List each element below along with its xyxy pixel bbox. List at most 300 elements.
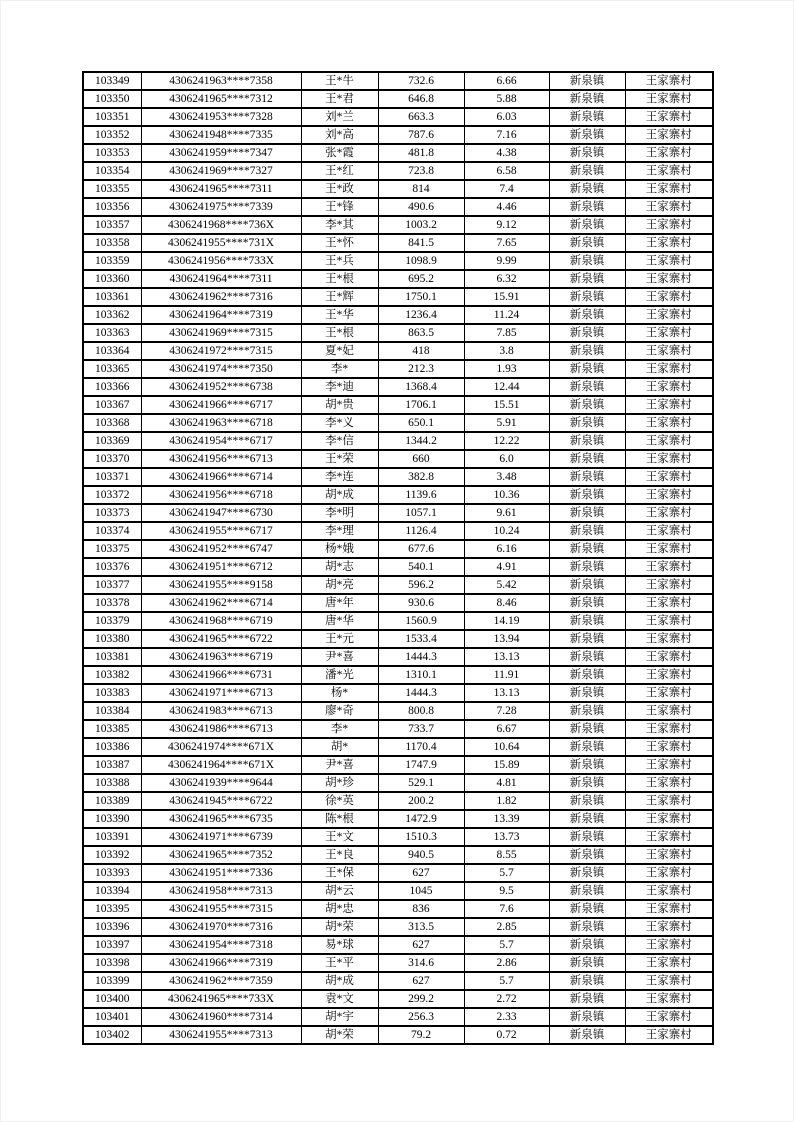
cell-town: 新泉镇 xyxy=(549,342,625,360)
cell-id-number: 4306241953****7328 xyxy=(141,108,301,126)
cell-village: 王家寨村 xyxy=(625,72,713,90)
table-row xyxy=(83,126,713,144)
table-row xyxy=(83,972,713,990)
cell-id-number: 4306241964****7311 xyxy=(141,270,301,288)
cell-amount: 627 xyxy=(378,936,464,954)
cell-village: 王家寨村 xyxy=(625,954,713,972)
cell-amount: 540.1 xyxy=(378,558,464,576)
cell-serial: 103402 xyxy=(83,1026,141,1044)
cell-id-number: 4306241969****7327 xyxy=(141,162,301,180)
cell-serial: 103391 xyxy=(83,828,141,846)
cell-village: 王家寨村 xyxy=(625,666,713,684)
cell-secondary-amount: 1.93 xyxy=(464,360,549,378)
cell-serial: 103369 xyxy=(83,432,141,450)
cell-id-number: 4306241939****9644 xyxy=(141,774,301,792)
cell-village: 王家寨村 xyxy=(625,234,713,252)
cell-amount: 1747.9 xyxy=(378,756,464,774)
cell-secondary-amount: 7.65 xyxy=(464,234,549,252)
cell-town: 新泉镇 xyxy=(549,486,625,504)
cell-id-number: 4306241971****6739 xyxy=(141,828,301,846)
cell-secondary-amount: 2.72 xyxy=(464,990,549,1008)
table-row xyxy=(83,576,713,594)
cell-person-name: 王*元 xyxy=(301,630,378,648)
cell-amount: 723.8 xyxy=(378,162,464,180)
cell-serial: 103387 xyxy=(83,756,141,774)
cell-town: 新泉镇 xyxy=(549,720,625,738)
cell-village: 王家寨村 xyxy=(625,540,713,558)
table-row xyxy=(83,864,713,882)
cell-town: 新泉镇 xyxy=(549,468,625,486)
cell-id-number: 4306241951****6712 xyxy=(141,558,301,576)
cell-village: 王家寨村 xyxy=(625,324,713,342)
cell-amount: 660 xyxy=(378,450,464,468)
cell-person-name: 王*政 xyxy=(301,180,378,198)
cell-serial: 103381 xyxy=(83,648,141,666)
cell-serial: 103400 xyxy=(83,990,141,1008)
cell-person-name: 王*华 xyxy=(301,306,378,324)
cell-town: 新泉镇 xyxy=(549,792,625,810)
table-row xyxy=(83,558,713,576)
cell-village: 王家寨村 xyxy=(625,774,713,792)
cell-id-number: 4306241962****7359 xyxy=(141,972,301,990)
table-row xyxy=(83,450,713,468)
table-row xyxy=(83,828,713,846)
table-row xyxy=(83,666,713,684)
cell-person-name: 胡*贵 xyxy=(301,396,378,414)
cell-id-number: 4306241952****6738 xyxy=(141,378,301,396)
cell-id-number: 4306241956****6713 xyxy=(141,450,301,468)
cell-secondary-amount: 15.89 xyxy=(464,756,549,774)
cell-amount: 529.1 xyxy=(378,774,464,792)
cell-person-name: 李*连 xyxy=(301,468,378,486)
cell-amount: 200.2 xyxy=(378,792,464,810)
cell-village: 王家寨村 xyxy=(625,252,713,270)
cell-village: 王家寨村 xyxy=(625,108,713,126)
cell-village: 王家寨村 xyxy=(625,198,713,216)
cell-serial: 103368 xyxy=(83,414,141,432)
cell-serial: 103398 xyxy=(83,954,141,972)
cell-town: 新泉镇 xyxy=(549,540,625,558)
cell-secondary-amount: 13.13 xyxy=(464,684,549,702)
cell-secondary-amount: 9.99 xyxy=(464,252,549,270)
table-row xyxy=(83,882,713,900)
cell-person-name: 胡*珍 xyxy=(301,774,378,792)
cell-town: 新泉镇 xyxy=(549,108,625,126)
cell-serial: 103388 xyxy=(83,774,141,792)
table-row xyxy=(83,774,713,792)
cell-amount: 1098.9 xyxy=(378,252,464,270)
table-row xyxy=(83,180,713,198)
cell-village: 王家寨村 xyxy=(625,1026,713,1044)
cell-secondary-amount: 5.7 xyxy=(464,972,549,990)
cell-id-number: 4306241955****9158 xyxy=(141,576,301,594)
table-row xyxy=(83,216,713,234)
cell-id-number: 4306241963****6719 xyxy=(141,648,301,666)
cell-person-name: 杨*娥 xyxy=(301,540,378,558)
cell-amount: 836 xyxy=(378,900,464,918)
cell-secondary-amount: 7.6 xyxy=(464,900,549,918)
cell-serial: 103376 xyxy=(83,558,141,576)
table-row xyxy=(83,522,713,540)
cell-id-number: 4306241965****6722 xyxy=(141,630,301,648)
cell-serial: 103382 xyxy=(83,666,141,684)
cell-person-name: 尹*喜 xyxy=(301,648,378,666)
cell-serial: 103375 xyxy=(83,540,141,558)
cell-person-name: 潘*光 xyxy=(301,666,378,684)
cell-id-number: 4306241986****6713 xyxy=(141,720,301,738)
cell-amount: 1057.1 xyxy=(378,504,464,522)
cell-secondary-amount: 5.91 xyxy=(464,414,549,432)
cell-secondary-amount: 6.32 xyxy=(464,270,549,288)
cell-secondary-amount: 15.51 xyxy=(464,396,549,414)
cell-serial: 103365 xyxy=(83,360,141,378)
cell-village: 王家寨村 xyxy=(625,558,713,576)
cell-person-name: 王*根 xyxy=(301,324,378,342)
cell-person-name: 王*良 xyxy=(301,846,378,864)
cell-person-name: 唐*年 xyxy=(301,594,378,612)
cell-village: 王家寨村 xyxy=(625,288,713,306)
cell-town: 新泉镇 xyxy=(549,630,625,648)
cell-person-name: 唐*华 xyxy=(301,612,378,630)
cell-person-name: 张*霞 xyxy=(301,144,378,162)
cell-serial: 103355 xyxy=(83,180,141,198)
cell-secondary-amount: 2.85 xyxy=(464,918,549,936)
cell-secondary-amount: 7.16 xyxy=(464,126,549,144)
cell-serial: 103372 xyxy=(83,486,141,504)
cell-village: 王家寨村 xyxy=(625,936,713,954)
cell-town: 新泉镇 xyxy=(549,846,625,864)
cell-serial: 103390 xyxy=(83,810,141,828)
cell-id-number: 4306241958****7313 xyxy=(141,882,301,900)
cell-person-name: 刘*高 xyxy=(301,126,378,144)
cell-amount: 418 xyxy=(378,342,464,360)
cell-village: 王家寨村 xyxy=(625,756,713,774)
cell-amount: 930.6 xyxy=(378,594,464,612)
table-row xyxy=(83,1008,713,1026)
table-row xyxy=(83,144,713,162)
cell-amount: 1444.3 xyxy=(378,684,464,702)
cell-amount: 1472.9 xyxy=(378,810,464,828)
table-row xyxy=(83,630,713,648)
cell-town: 新泉镇 xyxy=(549,684,625,702)
cell-village: 王家寨村 xyxy=(625,90,713,108)
cell-secondary-amount: 13.94 xyxy=(464,630,549,648)
table-row xyxy=(83,900,713,918)
cell-village: 王家寨村 xyxy=(625,306,713,324)
cell-serial: 103399 xyxy=(83,972,141,990)
cell-serial: 103361 xyxy=(83,288,141,306)
cell-person-name: 李*理 xyxy=(301,522,378,540)
cell-amount: 313.5 xyxy=(378,918,464,936)
cell-id-number: 4306241954****7318 xyxy=(141,936,301,954)
cell-town: 新泉镇 xyxy=(549,360,625,378)
cell-id-number: 4306241971****6713 xyxy=(141,684,301,702)
table-row xyxy=(83,648,713,666)
cell-id-number: 4306241968****736X xyxy=(141,216,301,234)
cell-secondary-amount: 4.46 xyxy=(464,198,549,216)
table-row xyxy=(83,396,713,414)
cell-id-number: 4306241974****7350 xyxy=(141,360,301,378)
table-row xyxy=(83,810,713,828)
cell-id-number: 4306241951****7336 xyxy=(141,864,301,882)
cell-village: 王家寨村 xyxy=(625,522,713,540)
table-row xyxy=(83,540,713,558)
cell-serial: 103351 xyxy=(83,108,141,126)
cell-amount: 940.5 xyxy=(378,846,464,864)
cell-town: 新泉镇 xyxy=(549,936,625,954)
cell-town: 新泉镇 xyxy=(549,288,625,306)
cell-village: 王家寨村 xyxy=(625,612,713,630)
cell-amount: 627 xyxy=(378,972,464,990)
cell-id-number: 4306241968****6719 xyxy=(141,612,301,630)
cell-village: 王家寨村 xyxy=(625,684,713,702)
cell-town: 新泉镇 xyxy=(549,1026,625,1044)
cell-amount: 1236.4 xyxy=(378,306,464,324)
table-row xyxy=(83,702,713,720)
cell-person-name: 尹*喜 xyxy=(301,756,378,774)
cell-village: 王家寨村 xyxy=(625,468,713,486)
cell-serial: 103374 xyxy=(83,522,141,540)
cell-secondary-amount: 7.28 xyxy=(464,702,549,720)
cell-amount: 1510.3 xyxy=(378,828,464,846)
cell-town: 新泉镇 xyxy=(549,270,625,288)
cell-secondary-amount: 1.82 xyxy=(464,792,549,810)
cell-town: 新泉镇 xyxy=(549,648,625,666)
cell-serial: 103367 xyxy=(83,396,141,414)
cell-village: 王家寨村 xyxy=(625,216,713,234)
cell-village: 王家寨村 xyxy=(625,828,713,846)
cell-amount: 1533.4 xyxy=(378,630,464,648)
cell-village: 王家寨村 xyxy=(625,972,713,990)
table-row xyxy=(83,288,713,306)
cell-village: 王家寨村 xyxy=(625,450,713,468)
table-row xyxy=(83,198,713,216)
cell-village: 王家寨村 xyxy=(625,576,713,594)
table-row xyxy=(83,612,713,630)
cell-person-name: 胡*亮 xyxy=(301,576,378,594)
cell-serial: 103364 xyxy=(83,342,141,360)
cell-amount: 841.5 xyxy=(378,234,464,252)
cell-person-name: 廖*奇 xyxy=(301,702,378,720)
cell-secondary-amount: 4.38 xyxy=(464,144,549,162)
cell-person-name: 李*信 xyxy=(301,432,378,450)
cell-town: 新泉镇 xyxy=(549,702,625,720)
cell-person-name: 陈*根 xyxy=(301,810,378,828)
cell-id-number: 4306241962****7316 xyxy=(141,288,301,306)
cell-secondary-amount: 13.39 xyxy=(464,810,549,828)
cell-secondary-amount: 8.55 xyxy=(464,846,549,864)
cell-secondary-amount: 4.91 xyxy=(464,558,549,576)
cell-village: 王家寨村 xyxy=(625,414,713,432)
cell-serial: 103392 xyxy=(83,846,141,864)
cell-serial: 103353 xyxy=(83,144,141,162)
cell-serial: 103373 xyxy=(83,504,141,522)
cell-person-name: 王*荣 xyxy=(301,450,378,468)
cell-secondary-amount: 6.03 xyxy=(464,108,549,126)
table-row xyxy=(83,936,713,954)
cell-amount: 1750.1 xyxy=(378,288,464,306)
cell-secondary-amount: 12.22 xyxy=(464,432,549,450)
cell-serial: 103396 xyxy=(83,918,141,936)
cell-amount: 646.8 xyxy=(378,90,464,108)
cell-secondary-amount: 12.44 xyxy=(464,378,549,396)
cell-id-number: 4306241954****6717 xyxy=(141,432,301,450)
cell-person-name: 徐*英 xyxy=(301,792,378,810)
cell-town: 新泉镇 xyxy=(549,918,625,936)
cell-secondary-amount: 3.48 xyxy=(464,468,549,486)
cell-person-name: 王*兵 xyxy=(301,252,378,270)
cell-town: 新泉镇 xyxy=(549,1008,625,1026)
cell-amount: 299.2 xyxy=(378,990,464,1008)
cell-secondary-amount: 7.85 xyxy=(464,324,549,342)
cell-person-name: 王*怀 xyxy=(301,234,378,252)
cell-id-number: 4306241956****733X xyxy=(141,252,301,270)
cell-secondary-amount: 7.4 xyxy=(464,180,549,198)
cell-amount: 1310.1 xyxy=(378,666,464,684)
cell-person-name: 王*文 xyxy=(301,828,378,846)
cell-secondary-amount: 10.36 xyxy=(464,486,549,504)
cell-serial: 103362 xyxy=(83,306,141,324)
table-row xyxy=(83,378,713,396)
cell-town: 新泉镇 xyxy=(549,558,625,576)
cell-town: 新泉镇 xyxy=(549,378,625,396)
cell-town: 新泉镇 xyxy=(549,306,625,324)
cell-town: 新泉镇 xyxy=(549,828,625,846)
table-row xyxy=(83,234,713,252)
cell-town: 新泉镇 xyxy=(549,90,625,108)
cell-village: 王家寨村 xyxy=(625,648,713,666)
cell-amount: 1344.2 xyxy=(378,432,464,450)
cell-town: 新泉镇 xyxy=(549,738,625,756)
cell-id-number: 4306241964****671X xyxy=(141,756,301,774)
table-row xyxy=(83,360,713,378)
cell-amount: 481.8 xyxy=(378,144,464,162)
cell-serial: 103363 xyxy=(83,324,141,342)
cell-person-name: 李*明 xyxy=(301,504,378,522)
cell-amount: 814 xyxy=(378,180,464,198)
cell-serial: 103370 xyxy=(83,450,141,468)
cell-person-name: 李* xyxy=(301,720,378,738)
cell-person-name: 易*球 xyxy=(301,936,378,954)
cell-amount: 382.8 xyxy=(378,468,464,486)
cell-secondary-amount: 6.58 xyxy=(464,162,549,180)
cell-secondary-amount: 6.0 xyxy=(464,450,549,468)
cell-secondary-amount: 8.46 xyxy=(464,594,549,612)
cell-id-number: 4306241965****7352 xyxy=(141,846,301,864)
cell-secondary-amount: 14.19 xyxy=(464,612,549,630)
cell-id-number: 4306241948****7335 xyxy=(141,126,301,144)
cell-village: 王家寨村 xyxy=(625,432,713,450)
cell-secondary-amount: 9.61 xyxy=(464,504,549,522)
table-row xyxy=(83,684,713,702)
table-row xyxy=(83,792,713,810)
cell-town: 新泉镇 xyxy=(549,666,625,684)
cell-serial: 103393 xyxy=(83,864,141,882)
cell-id-number: 4306241945****6722 xyxy=(141,792,301,810)
cell-amount: 256.3 xyxy=(378,1008,464,1026)
table-row xyxy=(83,468,713,486)
cell-town: 新泉镇 xyxy=(549,414,625,432)
roster-table xyxy=(82,71,714,1045)
cell-serial: 103379 xyxy=(83,612,141,630)
cell-town: 新泉镇 xyxy=(549,126,625,144)
cell-town: 新泉镇 xyxy=(549,576,625,594)
cell-serial: 103349 xyxy=(83,72,141,90)
cell-village: 王家寨村 xyxy=(625,504,713,522)
cell-secondary-amount: 2.33 xyxy=(464,1008,549,1026)
cell-village: 王家寨村 xyxy=(625,1008,713,1026)
table-row xyxy=(83,108,713,126)
cell-secondary-amount: 11.91 xyxy=(464,666,549,684)
cell-town: 新泉镇 xyxy=(549,162,625,180)
cell-village: 王家寨村 xyxy=(625,720,713,738)
cell-id-number: 4306241969****7315 xyxy=(141,324,301,342)
cell-town: 新泉镇 xyxy=(549,432,625,450)
cell-person-name: 王*辉 xyxy=(301,288,378,306)
cell-id-number: 4306241970****7316 xyxy=(141,918,301,936)
table-row xyxy=(83,594,713,612)
cell-amount: 732.6 xyxy=(378,72,464,90)
table-row xyxy=(83,504,713,522)
cell-secondary-amount: 10.64 xyxy=(464,738,549,756)
cell-id-number: 4306241959****7347 xyxy=(141,144,301,162)
cell-person-name: 胡*宇 xyxy=(301,1008,378,1026)
table-row xyxy=(83,990,713,1008)
cell-secondary-amount: 4.81 xyxy=(464,774,549,792)
cell-person-name: 李*其 xyxy=(301,216,378,234)
table-row xyxy=(83,252,713,270)
cell-serial: 103378 xyxy=(83,594,141,612)
cell-person-name: 胡*忠 xyxy=(301,900,378,918)
cell-town: 新泉镇 xyxy=(549,216,625,234)
cell-amount: 490.6 xyxy=(378,198,464,216)
cell-person-name: 王*根 xyxy=(301,270,378,288)
table-row xyxy=(83,720,713,738)
cell-serial: 103354 xyxy=(83,162,141,180)
cell-village: 王家寨村 xyxy=(625,162,713,180)
cell-id-number: 4306241965****733X xyxy=(141,990,301,1008)
cell-town: 新泉镇 xyxy=(549,774,625,792)
table-row xyxy=(83,432,713,450)
cell-person-name: 王*君 xyxy=(301,90,378,108)
cell-person-name: 袁*文 xyxy=(301,990,378,1008)
cell-serial: 103385 xyxy=(83,720,141,738)
table-row xyxy=(83,342,713,360)
cell-id-number: 4306241965****7312 xyxy=(141,90,301,108)
cell-id-number: 4306241955****6717 xyxy=(141,522,301,540)
cell-id-number: 4306241960****7314 xyxy=(141,1008,301,1026)
cell-id-number: 4306241955****7315 xyxy=(141,900,301,918)
cell-town: 新泉镇 xyxy=(549,144,625,162)
cell-serial: 103352 xyxy=(83,126,141,144)
cell-secondary-amount: 13.13 xyxy=(464,648,549,666)
cell-person-name: 刘*兰 xyxy=(301,108,378,126)
cell-town: 新泉镇 xyxy=(549,594,625,612)
cell-id-number: 4306241966****6731 xyxy=(141,666,301,684)
cell-amount: 695.2 xyxy=(378,270,464,288)
cell-person-name: 杨* xyxy=(301,684,378,702)
cell-id-number: 4306241965****7311 xyxy=(141,180,301,198)
cell-person-name: 胡* xyxy=(301,738,378,756)
cell-person-name: 王*平 xyxy=(301,954,378,972)
cell-serial: 103366 xyxy=(83,378,141,396)
table-row xyxy=(83,738,713,756)
cell-id-number: 4306241955****731X xyxy=(141,234,301,252)
cell-secondary-amount: 10.24 xyxy=(464,522,549,540)
table-row xyxy=(83,90,713,108)
cell-serial: 103358 xyxy=(83,234,141,252)
cell-amount: 1139.6 xyxy=(378,486,464,504)
